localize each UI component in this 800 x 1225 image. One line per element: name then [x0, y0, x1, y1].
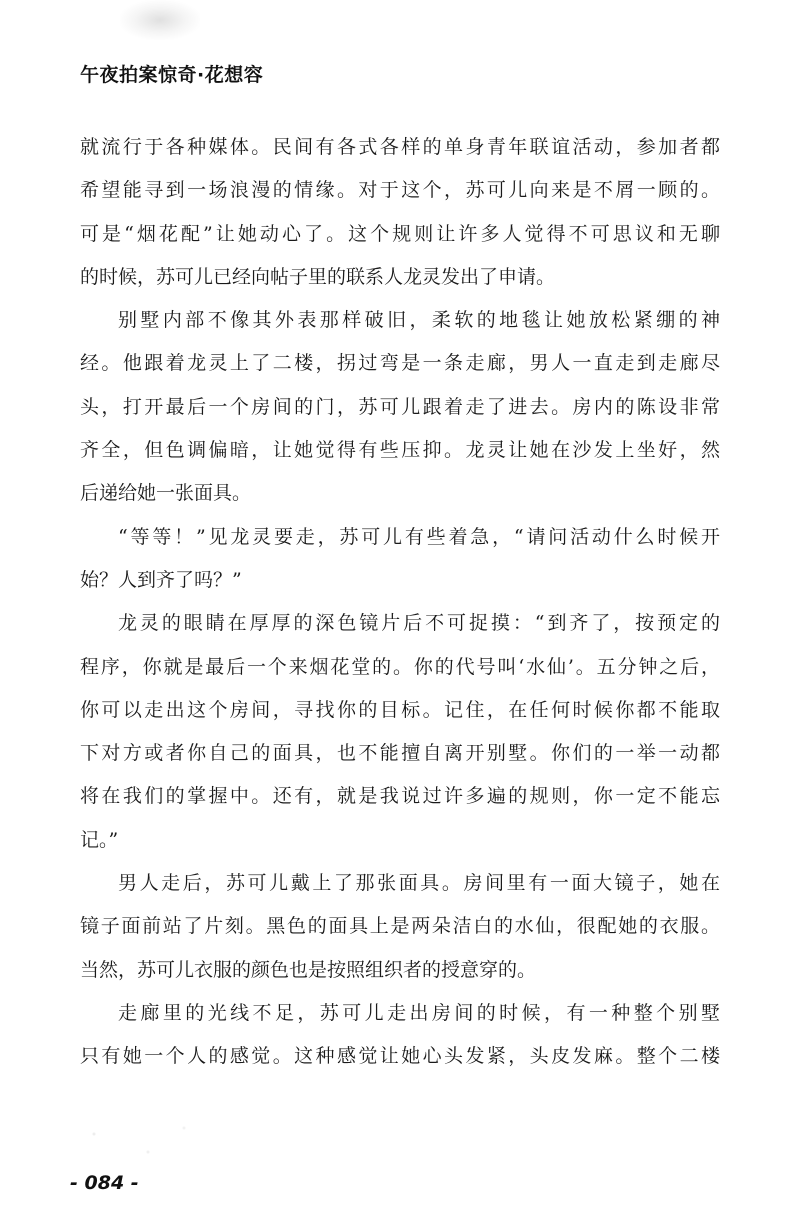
text-line: 程序，你就是最后一个来烟花堂的。你的代号叫‘水仙’。五分钟之后， [80, 655, 720, 678]
text-line: 记。” [80, 828, 119, 851]
text-line: “等等！”见龙灵要走，苏可儿有些着急，“请问活动什么时候开 [118, 525, 720, 548]
text-line: 男人走后，苏可儿戴上了那张面具。房间里有一面大镜子，她在 [118, 872, 720, 895]
text-line: 镜子面前站了片刻。黑色的面具上是两朵洁白的水仙，很配她的衣服。 [80, 915, 720, 938]
scan-speckles [40, 1110, 220, 1170]
text-line: 经。他跟着龙灵上了二楼，拐过弯是一条走廊，男人一直走到走廊尽 [80, 352, 720, 375]
text-line: 的时候，苏可儿已经向帖子里的联系人龙灵发出了申请。 [80, 265, 556, 288]
text-line: 后递给她一张面具。 [80, 482, 252, 505]
text-line: 就流行于各种媒体。民间有各式各样的单身青年联谊活动，参加者都 [80, 136, 720, 158]
text-line: 齐全，但色调偏暗，让她觉得有些压抑。龙灵让她在沙发上坐好，然 [80, 439, 720, 462]
running-head-title: 午夜拍案惊奇·花想容 [80, 64, 264, 86]
body-text [80, 126, 720, 1079]
text-line: 头，打开最后一个房间的门，苏可儿跟着走了进去。房内的陈设非常 [80, 395, 720, 418]
text-line: 别墅内部不像其外表那样破旧，柔软的地毯让她放松紧绷的神 [118, 309, 720, 332]
text-line: 龙灵的眼睛在厚厚的深色镜片后不可捉摸：“到齐了，按预定的 [118, 612, 720, 635]
text-line: 可是“烟花配”让她动心了。这个规则让许多人觉得不可思议和无聊 [80, 222, 720, 245]
text-line: 始？人到齐了吗？” [80, 568, 242, 591]
text-line: 希望能寻到一场浪漫的情缘。对于这个，苏可儿向来是不屑一顾的。 [80, 179, 720, 202]
text-line: 走廊里的光线不足，苏可儿走出房间的时候，有一种整个别墅 [118, 1001, 720, 1024]
text-line: 只有她一个人的感觉。这种感觉让她心头发紧，头皮发麻。整个二楼 [80, 1045, 720, 1068]
text-line: 当然，苏可儿衣服的颜色也是按照组织者的授意穿的。 [80, 958, 537, 981]
scan-smudge [120, 0, 200, 40]
text-line: 你可以走出这个房间，寻找你的目标。记住，在任何时候你都不能取 [80, 698, 720, 721]
page-number: - 084 - [70, 1172, 139, 1194]
text-line: 将在我们的掌握中。还有，就是我说过许多遍的规则，你一定不能忘 [80, 785, 720, 808]
text-line: 下对方或者你自己的面具，也不能擅自离开别墅。你们的一举一动都 [80, 742, 720, 765]
